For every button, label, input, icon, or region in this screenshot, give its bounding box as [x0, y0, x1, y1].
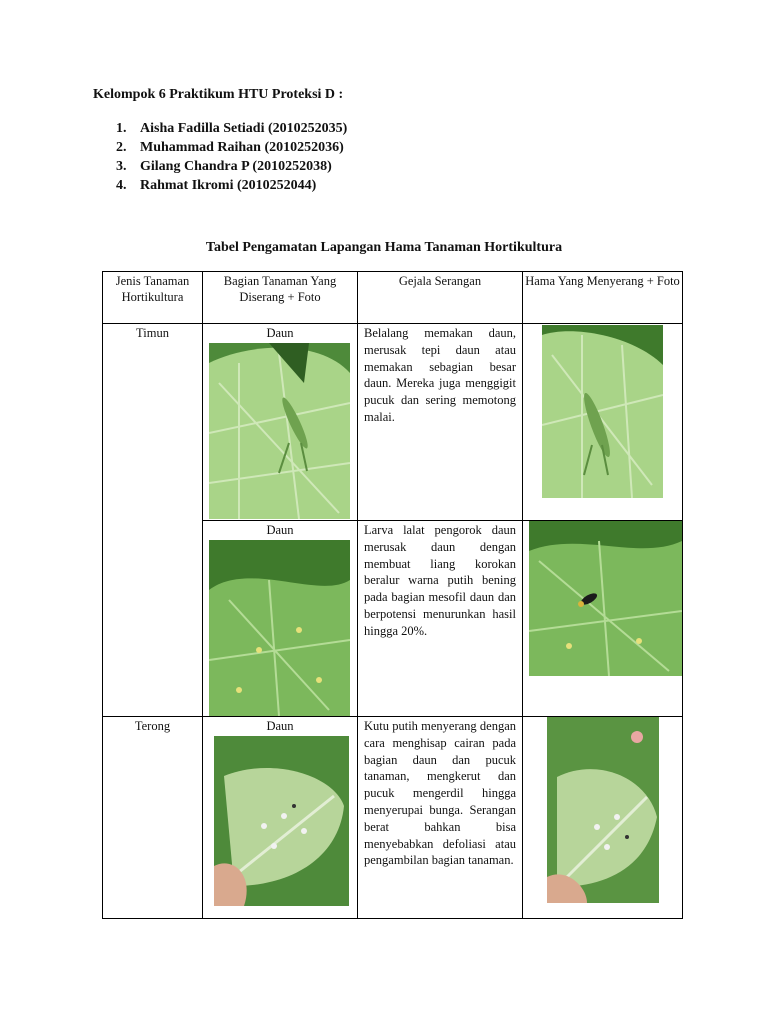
damaged-leaf-photo: [209, 540, 350, 716]
part-label: Daun: [266, 326, 294, 340]
leafminer-fly-photo: [529, 521, 682, 676]
member-name: Aisha Fadilla Setiadi (2010252035): [140, 121, 348, 136]
observation-table: [102, 271, 683, 919]
pest-cell: [523, 717, 683, 919]
table-title: Tabel Pengamatan Lapangan Hama Tanaman Hortikultura: [205, 240, 563, 255]
header-jenis: Jenis Tanaman Hortikultura: [103, 272, 203, 324]
part-label: Daun: [266, 719, 294, 733]
document-heading: Kelompok 6 Praktikum HTU Proteksi D :: [93, 87, 344, 102]
member-item: 2. Muhammad Raihan (2010252036): [116, 140, 344, 155]
plant-name: Terong: [103, 717, 203, 919]
part-label: Daun: [266, 523, 294, 537]
symptom-text: Belalang memakan daun, merusak tepi daun atau memakan sebagian besar daun. Mereka juga menggigit pucuk dan sering memotong malai.: [358, 324, 523, 521]
member-name: Gilang Chandra P (2010252038): [140, 159, 332, 174]
member-item: 3. Gilang Chandra P (2010252038): [116, 159, 332, 174]
part-cell: [203, 521, 358, 717]
header-gejala: Gejala Serangan: [358, 272, 523, 324]
header-hama: Hama Yang Menyerang + Foto: [523, 272, 683, 324]
member-item: 4. Rahmat Ikromi (2010252044): [116, 178, 317, 193]
member-name: Rahmat Ikromi (2010252044): [140, 178, 317, 193]
grasshopper-photo: [542, 325, 663, 498]
symptom-text: Kutu putih menyerang dengan cara menghisap cairan pada bagian daun dan pucuk tanaman, mengkerut dan pucuk mengerdil hingga menyerupai bunga. Serangan berat bahkan bisa menyebabkan defoliasi atau pengambilan bagian tanaman.: [358, 717, 523, 919]
member-list: [116, 119, 347, 195]
header-bagian: Bagian Tanaman Yang Diserang + Foto: [203, 272, 358, 324]
table-header-row: [103, 272, 683, 324]
whitefly-leaf-photo: [214, 736, 349, 906]
member-name: Muhammad Raihan (2010252036): [140, 140, 344, 155]
part-cell: [203, 324, 358, 521]
whitefly-closeup-photo: [547, 717, 659, 903]
part-cell: [203, 717, 358, 919]
member-item: 1. Aisha Fadilla Setiadi (2010252035): [116, 121, 348, 136]
plant-name: Timun: [103, 324, 203, 717]
table-row: [103, 324, 683, 521]
pest-cell: [523, 324, 683, 521]
table-row: [103, 717, 683, 919]
pest-cell: [523, 521, 683, 717]
symptom-text: Larva lalat pengorok daun merusak daun dengan membuat liang korokan beralur warna putih bening pada bagian mesofil daun dan berpotensi menurunkan hasil hingga 20%.: [358, 521, 523, 717]
grasshopper-on-leaf-photo: [209, 343, 350, 519]
